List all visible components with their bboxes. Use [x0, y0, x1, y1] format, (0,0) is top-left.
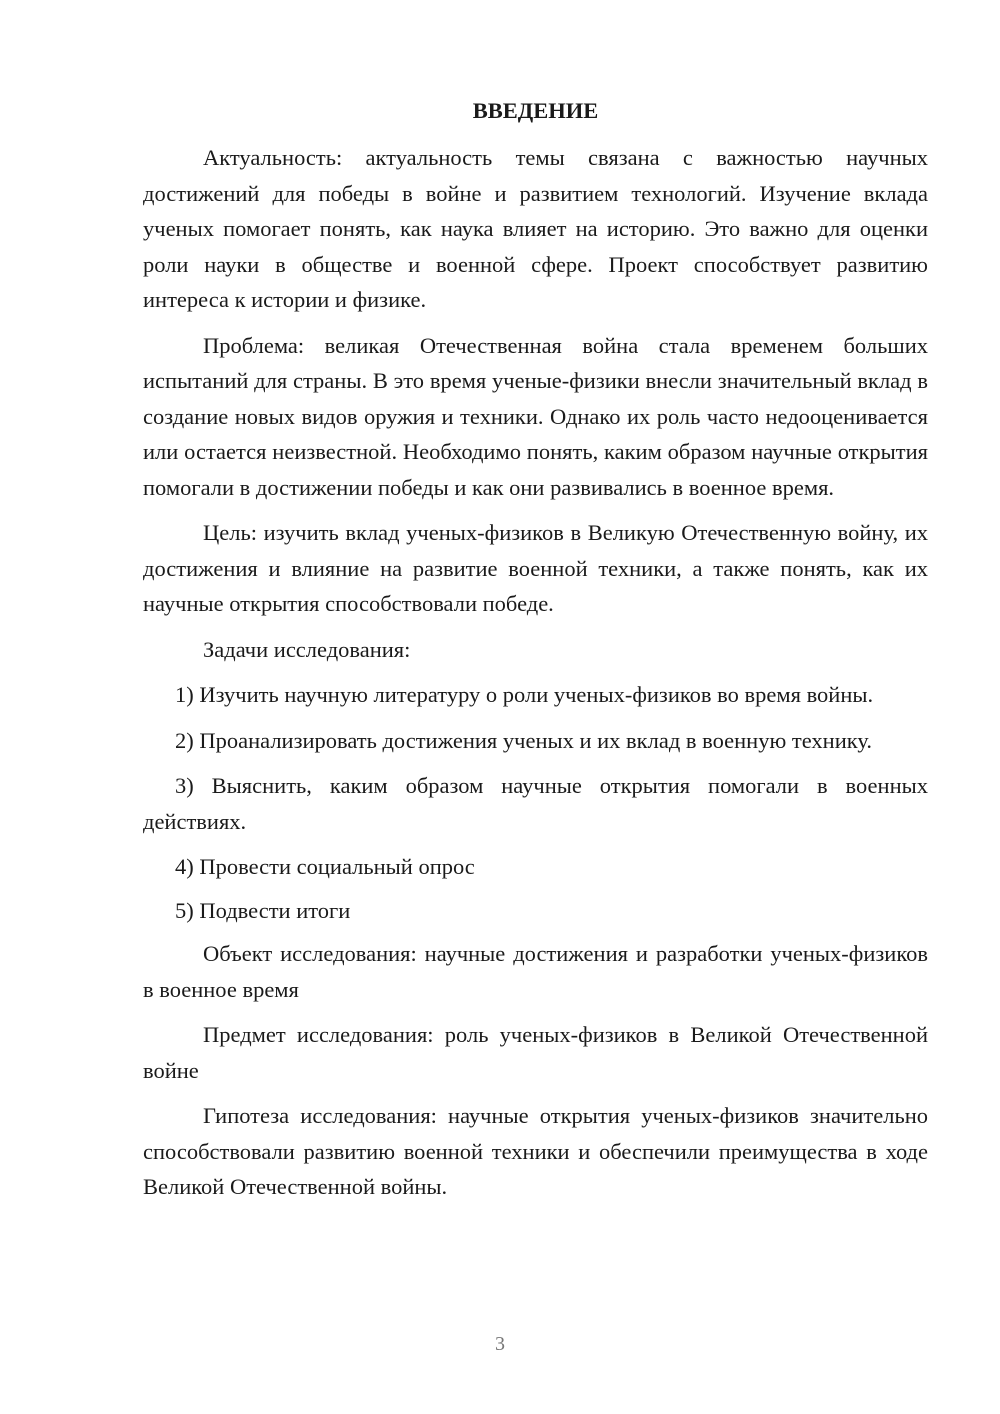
page-number: 3 — [495, 1333, 505, 1355]
goal-paragraph: Цель: изучить вклад ученых-физиков в Великую Отечественную войну, их достижения и влияние на развитие военной техники, а также понять, как их научные открытия способствовали победе. — [143, 520, 928, 616]
tasks-heading: Задачи исследования: — [203, 636, 411, 662]
task-item-5: 5) Подвести итоги — [175, 897, 351, 923]
task-item-4: 4) Провести социальный опрос — [175, 854, 475, 879]
page-title: ВВЕДЕНИЕ — [472, 98, 599, 123]
task-item-3: 3) Выяснить, каким образом научные открытия помогали в военных действиях. — [143, 773, 928, 834]
subject-paragraph: Предмет исследования: роль ученых-физиков в Великой Отечественной войне — [143, 1022, 928, 1083]
task-item-1: 1) Изучить научную литературу о роли ученых-физиков во время войны. — [175, 682, 874, 707]
hypothesis-paragraph: Гипотеза исследования: научные открытия ученых-физиков значительно способствовали развитию военной техники и обеспечили преимущества в ходе Великой Отечественной войны. — [143, 1103, 928, 1199]
page-content — [143, 94, 928, 1215]
relevance-paragraph: Актуальность: актуальность темы связана с важностью научных достижений для победы в войне и развитием технологий. Изучение вклада ученых помогает понять, как наука влияет на историю. Это важно для оценки роли науки в обществе и военной сфере. Проект способствует развитию интереса к истории и физике. — [143, 145, 928, 312]
problem-paragraph: Проблема: великая Отечественная война стала временем больших испытаний для страны. В это время ученые-физики внесли значительный вклад в создание новых видов оружия и техники. Однако их роль часто недооценивается или остается неизвестной. Необходимо понять, каким образом научные открытия помогали в достижении победы и как они развивались в военное время. — [143, 332, 928, 500]
task-item-2: 2) Проанализировать достижения ученых и их вклад в военную технику. — [175, 727, 872, 753]
object-paragraph: Объект исследования: научные достижения и разработки ученых-физиков в военное время — [143, 941, 928, 1002]
